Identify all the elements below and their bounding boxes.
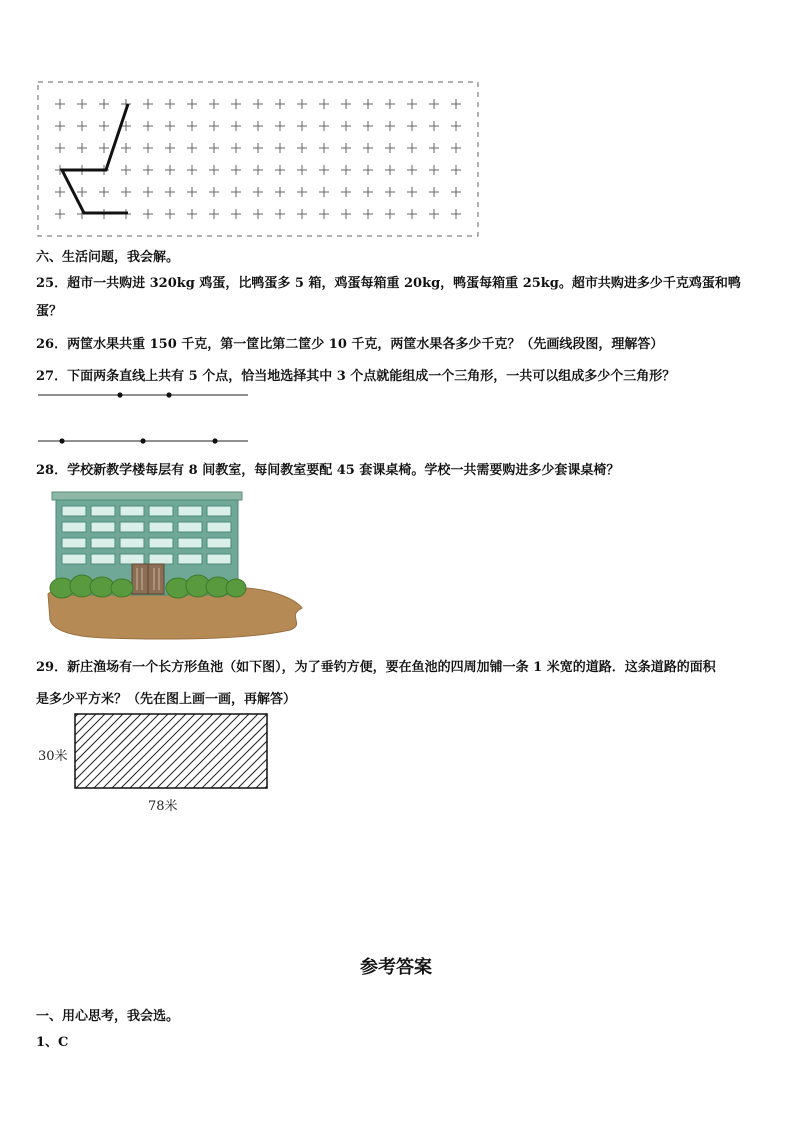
grid-plus: [253, 121, 263, 131]
grid-plus: [55, 187, 65, 197]
grid-plus: [77, 121, 87, 131]
grid-plus: [187, 143, 197, 153]
window: [120, 538, 144, 548]
school-building-illustration: [46, 490, 308, 642]
grid-plus: [143, 165, 153, 175]
grid-plus: [165, 165, 175, 175]
q27-text: 27．下面两条直线上共有 5 个点，恰当地选择其中 3 个点就能组成一个三角形，一共可以组成多少个三角形？: [36, 369, 676, 384]
grid-plus: [319, 209, 329, 219]
grid-plus: [253, 187, 263, 197]
q25-line2: 蛋？: [36, 304, 63, 319]
window: [62, 522, 86, 532]
fish-pond-figure: [74, 713, 268, 789]
grid-figure: [36, 80, 482, 240]
grid-plus: [99, 143, 109, 153]
window: [178, 506, 202, 516]
points-lines-figure: [36, 388, 250, 448]
grid-plus: [99, 99, 109, 109]
hatch-line: [74, 713, 106, 789]
window: [120, 554, 144, 564]
window: [62, 554, 86, 564]
grid-plus: [429, 99, 439, 109]
grid-plus: [297, 209, 307, 219]
grid-plus: [385, 121, 395, 131]
grid-plus: [275, 99, 285, 109]
hatch-line: [219, 713, 268, 789]
grid-plus: [407, 209, 417, 219]
grid-plus: [165, 99, 175, 109]
grid-plus: [385, 99, 395, 109]
window: [207, 522, 231, 532]
grid-plus: [407, 187, 417, 197]
lower-point-2: [140, 438, 145, 443]
grid-plus: [363, 165, 373, 175]
grid-plus: [385, 165, 395, 175]
window: [62, 506, 86, 516]
grid-plus: [187, 209, 197, 219]
grid-plus: [429, 143, 439, 153]
grid-plus: [187, 165, 197, 175]
grid-plus: [319, 99, 329, 109]
q26-text: 26．两筐水果共重 150 千克，第一筐比第二筐少 10 千克，两筐水果各多少千克？（先画线段图，理解答）: [36, 337, 664, 352]
grid-plus: [363, 143, 373, 153]
window: [178, 554, 202, 564]
grid-plus: [209, 121, 219, 131]
grid-plus: [407, 143, 417, 153]
grid-plus: [77, 187, 87, 197]
grid-plus: [275, 187, 285, 197]
grid-plus: [187, 187, 197, 197]
grid-plus: [363, 209, 373, 219]
grid-plus: [385, 209, 395, 219]
grid-plus: [451, 209, 461, 219]
window: [149, 554, 173, 564]
hatch-line: [237, 713, 268, 789]
grid-plus: [319, 165, 329, 175]
grid-plus: [275, 143, 285, 153]
grid-plus: [451, 121, 461, 131]
upper-point-1: [117, 392, 122, 397]
window: [149, 506, 173, 516]
q28-text: 28．学校新教学楼每层有 8 间教室，每间教室要配 45 套课桌椅。学校一共需要购进多少套课桌椅？: [36, 463, 620, 478]
window: [91, 538, 115, 548]
grid-plus: [385, 143, 395, 153]
window: [120, 522, 144, 532]
grid-plus: [275, 121, 285, 131]
grid-plus: [429, 209, 439, 219]
grid-plus: [341, 143, 351, 153]
grid-plus: [341, 165, 351, 175]
window: [207, 506, 231, 516]
grid-plus: [165, 143, 175, 153]
grid-plus: [231, 209, 241, 219]
window: [207, 538, 231, 548]
grid-plus: [319, 121, 329, 131]
grid-plus: [165, 121, 175, 131]
answers-title: 参考答案: [360, 957, 432, 978]
grid-plus: [231, 99, 241, 109]
q25-line1: 25．超市一共购进 320kg 鸡蛋，比鸭蛋多 5 箱，鸡蛋每箱重 20kg，鸭蛋每箱重 25kg。超市共购进多少千克鸡蛋和鸭: [36, 276, 741, 291]
grid-plus: [143, 99, 153, 109]
grid-plus: [385, 187, 395, 197]
grid-plus: [121, 187, 131, 197]
window: [149, 522, 173, 532]
grid-plus: [341, 99, 351, 109]
grid-plus: [209, 165, 219, 175]
grid-plus: [297, 187, 307, 197]
grid-plus: [253, 143, 263, 153]
grid-plus: [407, 121, 417, 131]
hatch-line: [74, 713, 124, 789]
grid-plus: [451, 143, 461, 153]
window: [207, 554, 231, 564]
grid-plus: [165, 209, 175, 219]
grid-plus: [231, 187, 241, 197]
grid-plus: [209, 143, 219, 153]
grid-plus: [451, 187, 461, 197]
grid-plus: [209, 99, 219, 109]
bent-line-shape: [62, 104, 128, 213]
grid-plus: [429, 121, 439, 131]
grid-plus: [253, 209, 263, 219]
q29-line1: 29．新庄渔场有一个长方形鱼池（如下图），为了垂钓方便，要在鱼池的四周加铺一条 1 米宽的道路．这条道路的面积: [36, 660, 716, 675]
upper-point-2: [166, 392, 171, 397]
grid-plus: [231, 143, 241, 153]
window: [149, 538, 173, 548]
grid-plus: [143, 143, 153, 153]
window: [178, 538, 202, 548]
grid-plus: [77, 99, 87, 109]
grid-plus: [363, 187, 373, 197]
grid-plus: [297, 121, 307, 131]
grid-plus: [187, 99, 197, 109]
grid-plus: [55, 209, 65, 219]
grid-plus: [99, 187, 109, 197]
grid-plus: [451, 99, 461, 109]
grid-plus: [451, 165, 461, 175]
grid-plus: [209, 209, 219, 219]
grid-plus: [297, 165, 307, 175]
grid-plus: [319, 143, 329, 153]
window: [91, 522, 115, 532]
pond-width-label: 30米: [38, 749, 68, 764]
grid-plus: [77, 143, 87, 153]
grid-plus: [253, 165, 263, 175]
grid-plus: [429, 165, 439, 175]
grid-plus: [275, 165, 285, 175]
window: [120, 506, 144, 516]
grid-plus: [187, 121, 197, 131]
grid-plus: [99, 121, 109, 131]
grid-plus: [319, 187, 329, 197]
grid-plus: [55, 121, 65, 131]
window: [91, 554, 115, 564]
q29-line2: 是多少平方米？（先在图上画一画，再解答）: [36, 692, 297, 707]
grid-plus: [407, 165, 417, 175]
grid-plus: [341, 209, 351, 219]
grid-plus: [231, 121, 241, 131]
grid-plus: [143, 121, 153, 131]
grid-plus: [363, 99, 373, 109]
lower-point-1: [59, 438, 64, 443]
pond-length-label: 78米: [148, 799, 178, 814]
roof: [52, 492, 242, 500]
grid-plus: [121, 143, 131, 153]
window: [178, 522, 202, 532]
grid-plus: [231, 165, 241, 175]
answer-1: 1、C: [36, 1035, 69, 1050]
lower-point-3: [212, 438, 217, 443]
window: [91, 506, 115, 516]
grid-plus: [121, 165, 131, 175]
grid-plus: [55, 143, 65, 153]
grid-plus: [407, 99, 417, 109]
window: [62, 538, 86, 548]
grid-plus: [297, 99, 307, 109]
grid-plus: [363, 121, 373, 131]
grid-plus: [275, 209, 285, 219]
grid-plus: [209, 187, 219, 197]
grid-plus: [55, 99, 65, 109]
grid-plus: [429, 187, 439, 197]
grid-plus: [341, 187, 351, 197]
grid-plus: [143, 209, 153, 219]
section6-heading: 六、生活问题，我会解。: [36, 250, 180, 265]
grid-plus: [143, 187, 153, 197]
grid-plus: [341, 121, 351, 131]
grid-plus: [253, 99, 263, 109]
grid-plus: [165, 187, 175, 197]
answers-section1-heading: 一、用心思考，我会选。: [36, 1009, 180, 1024]
grid-plus: [297, 143, 307, 153]
